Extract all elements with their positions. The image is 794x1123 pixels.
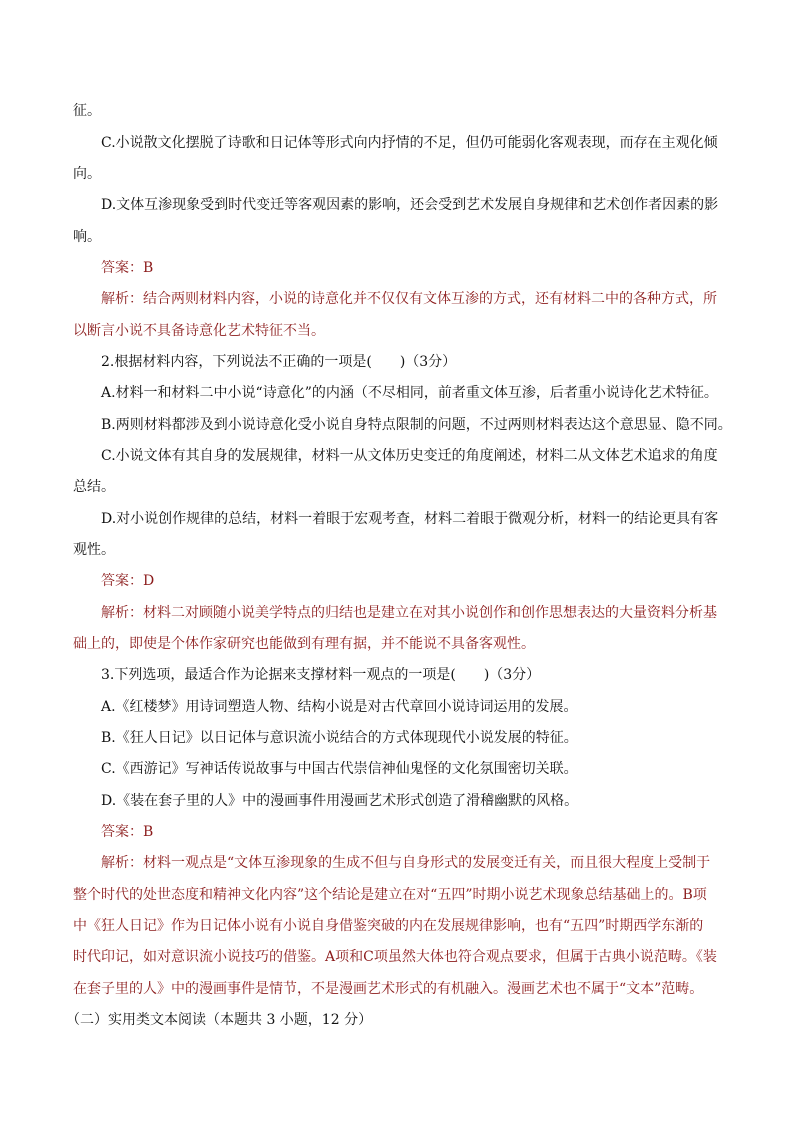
q2-option-c: C.小说文体有其自身的发展规律，材料一从文体历史变迁的角度阐述，材料二从文体艺术追求的角度 [101, 448, 718, 464]
text-line: 征。 [73, 103, 101, 119]
analysis-1: 解析：结合两则材料内容，小说的诗意化并不仅仅有文体互渗的方式，还有材料二中的各种方式，所 [101, 291, 717, 307]
question-3: 3.下列选项，最适合作为论据来支撑材料一观点的一项是( )（3分） [101, 667, 541, 683]
section-heading: （二）实用类文本阅读（本题共 3 小题，12 分） [66, 1012, 373, 1028]
option-d-text: D.文体互渗现象受到时代变迁等客观因素的影响，还会受到艺术发展自身规律和艺术创作者因素的影 [101, 197, 719, 213]
q2-option-a: A.材料一和材料二中小说“诗意化”的内涵（不尽相同，前者重文体互渗，后者重小说诗化艺术特征。 [101, 385, 718, 401]
q3-option-b: B.《狂人日记》以日记体与意识流小说结合的方式体现现代小说发展的特征。 [101, 730, 578, 746]
analysis-2: 解析：材料二对顾随小说美学特点的归结也是建立在对其小说创作和创作思想表达的大量资料分析基 [101, 605, 717, 621]
q2-option-b: B.两则材料都涉及到小说诗意化受小说自身特点限制的问题，不过两则材料表达这个意思显、隐不同。 [101, 417, 732, 433]
analysis-3: 解析：材料一观点是“文体互渗现象的生成不但与自身形式的发展变迁有关，而且很大程度上受制于 [101, 855, 711, 871]
answer-1: 答案：B [101, 260, 154, 276]
option-c-text-cont: 向。 [73, 166, 101, 182]
analysis-3-line3: 中《狂人日记》作为日记体小说有小说自身借鉴突破的内在发展规律影响，也有“五四”时期西学东渐的 [73, 918, 704, 934]
analysis-3-line4: 时代印记，如对意识流小说技巧的借鉴。A项和C项虽然大体也符合观点要求，但属于古典小说范畴。《装 [73, 949, 717, 965]
analysis-2-cont: 础上的，即使是个体作家研究也能做到有理有据，并不能说不具备客观性。 [73, 636, 535, 652]
analysis-3-line2: 整个时代的处世态度和精神文化内容”这个结论是建立在对“五四”时期小说艺术现象总结基础上的。B项 [73, 887, 707, 903]
q2-option-d-cont: 观性。 [73, 542, 115, 558]
question-2: 2.根据材料内容，下列说法不正确的一项是( )（3分） [101, 354, 457, 370]
analysis-1-cont: 以断言小说不具备诗意化艺术特征不当。 [73, 323, 325, 339]
q3-option-c: C.《西游记》写神话传说故事与中国古代崇信神仙鬼怪的文化氛围密切关联。 [101, 761, 578, 777]
answer-3: 答案：B [101, 824, 154, 840]
option-c-text: C.小说散文化摆脱了诗歌和日记体等形式向内抒情的不足，但仍可能弱化客观表现，而存在主观化倾 [101, 135, 718, 151]
q3-option-d: D.《装在套子里的人》中的漫画事件用漫画艺术形式创造了滑稽幽默的风格。 [101, 793, 579, 809]
option-d-text-cont: 响。 [73, 229, 101, 245]
q2-option-c-cont: 总结。 [73, 479, 115, 495]
q3-option-a: A.《红楼梦》用诗词塑造人物、结构小说是对古代章回小说诗词运用的发展。 [101, 699, 578, 715]
analysis-3-line5: 在套子里的人》中的漫画事件是情节，不是漫画艺术形式的有机融入。漫画艺术也不属于“文本”范畴。 [73, 981, 704, 997]
answer-2: 答案：D [101, 573, 155, 589]
q2-option-d: D.对小说创作规律的总结，材料一着眼于宏观考查，材料二着眼于微观分析，材料一的结论更具有客 [101, 511, 719, 527]
